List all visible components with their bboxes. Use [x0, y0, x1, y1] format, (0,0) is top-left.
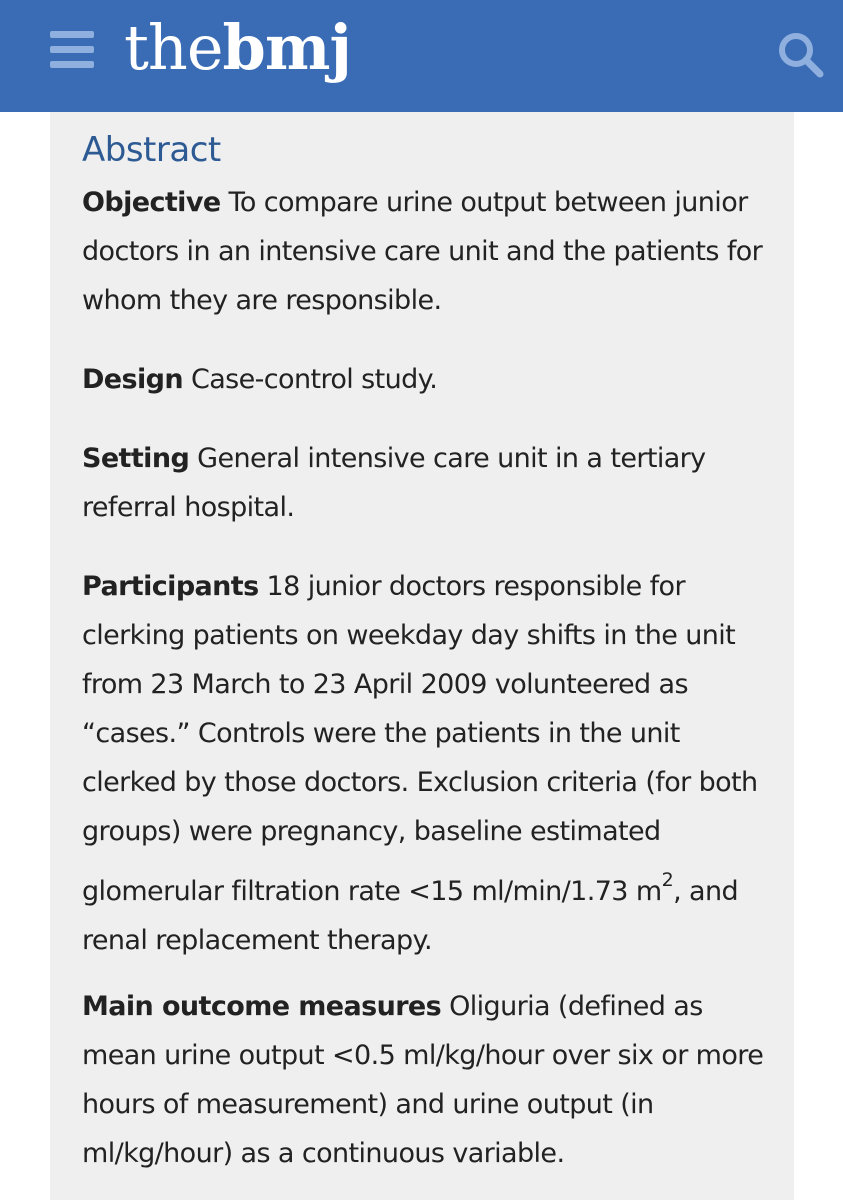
logo-the: the [124, 11, 223, 84]
setting-section [82, 434, 772, 532]
search-icon[interactable] [776, 30, 824, 78]
section-label: Participants [82, 571, 259, 602]
menu-bar [50, 31, 94, 38]
objective-section [82, 178, 772, 325]
menu-bar [50, 46, 94, 53]
design-section [82, 355, 772, 404]
section-label: Setting [82, 443, 190, 474]
main-outcome-section [82, 982, 772, 1178]
abstract-panel [50, 112, 794, 1200]
section-label: Main outcome measures [82, 991, 442, 1022]
section-text: General intensive care unit in a tertiary referral hospital. [82, 443, 706, 523]
superscript: 2 [661, 869, 674, 891]
hamburger-menu-icon[interactable] [50, 29, 94, 69]
menu-bar [50, 61, 94, 68]
section-text: To compare urine output between junior doctors in an intensive care unit and the patients for whom they are responsible. [82, 187, 763, 316]
section-label: Objective [82, 187, 221, 218]
section-text: Oliguria (defined as mean urine output <0.5 ml/kg/hour over six or more hours of measurement) and urine output (in ml/kg/hour) as a continuous variable. [82, 991, 764, 1169]
participants-section [82, 562, 772, 965]
abstract-heading: Abstract [82, 130, 221, 170]
section-text-after: , and renal replacement therapy. [82, 876, 739, 956]
bmj-logo[interactable] [124, 8, 351, 88]
section-text: Case-control study. [183, 364, 438, 395]
logo-bmj: bmj [222, 11, 351, 84]
section-text: 18 junior doctors responsible for clerking patients on weekday day shifts in the unit from 23 March to 23 April 2009 volunteered as “cases.” Controls were the patients in the unit clerked by those doctors. Exclusion criteria (for both groups) were pregnancy, baseline estimated glomerular filtration rate <15 ml/min/1.73 m [82, 571, 758, 907]
section-label: Design [82, 364, 183, 395]
site-header [0, 0, 843, 112]
